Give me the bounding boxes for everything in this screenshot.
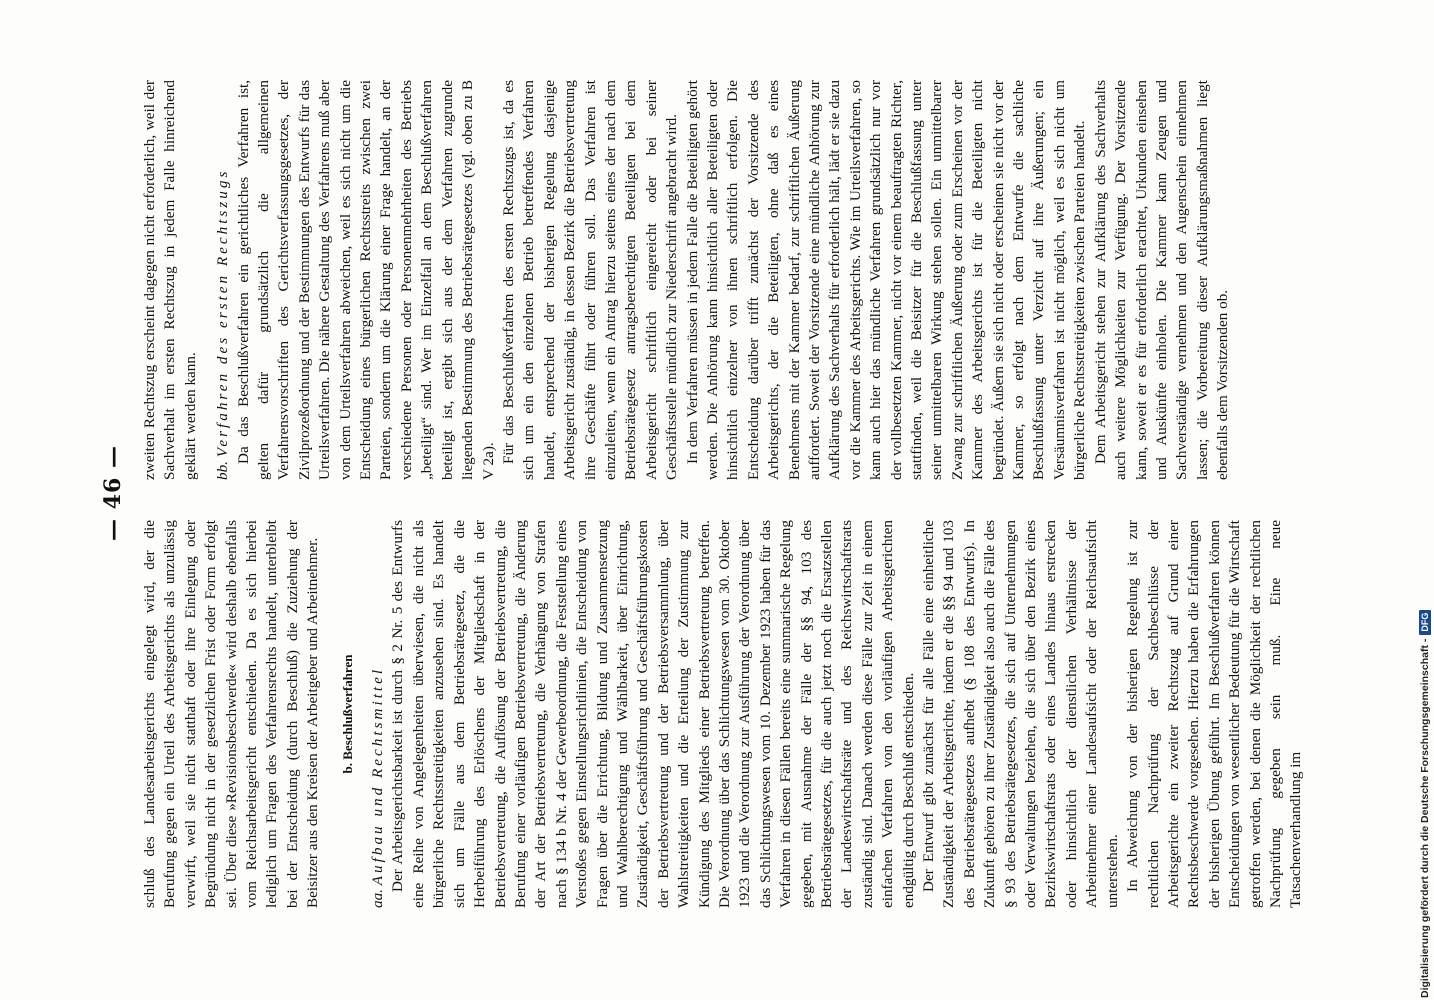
section-heading-bb [213, 80, 233, 480]
section-bb-title: Verfahren des ersten Rechtszugs [214, 168, 232, 458]
section-aa-prefix: aa. [369, 889, 387, 908]
digitization-credit [1418, 38, 1432, 998]
left-text-column [140, 520, 1307, 908]
left-paragraph-2: Der Arbeitsgerichtsbarkeit ist durch § 2 Nr. 5 des Entwurfs eine Reihe von Angelegenheiten überwiesen, die nicht als bürgerliche Rechtsstreitigkeiten anzusehen sind. Es handelt sich um Fälle aus dem Betriebsrätegesetz, die die Herbeiführung des Erlöschens der Mitgliedschaft in der Betriebsvertretung, die Auflösung der Betriebsvertretung, die Berufung einer vorläufigen Betriebsvertretung, die Änderung der Art der Betriebsvertretung, die Verhängung von Strafen nach § 134 b Nr. 4 der Gewerbeordnung, die Feststellung eines Verstoßes gegen Einstellungsrichtlinien, die Entscheidung von Fragen über die Errichtung, Bildung und Zusammensetzung und Wahlberechtigung und Wählbarkeit, über Einrichtung, Zuständigkeit, Geschäftsführung und Geschäftsführungskosten der Betriebsvertretung und der Betriebsversammlung, über Wahlstreitigkeiten und die Erteilung der Zustimmung zur Kündigung des Mitglieds einer Betriebsvertretung betreffen. Die Verordnung über das Schlichtungswesen vom 30. Oktober 1923 und die Verordnung zur Ausführung der Verordnung über das Schlichtungswesen vom 10. Dezember 1923 haben für das Verfahren in diesen Fällen bereits eine summarische Regelung gegeben, mit Ausnahme der Fälle der §§ 94, 103 des Betriebsrätegesetzes, für die auch jetzt noch die Ersatzstellen der Landeswirtschaftsräte und des Reichswirtschaftsrats zuständig sind. Danach werden diese Fälle zur Zeit in einem einfachen Verfahren von den vorläufigen Arbeitsgerichten endgültig durch Beschluß entschieden. [389, 520, 917, 908]
right-paragraph-4: In dem Verfahren müssen in jedem Falle die Beteiligten gehört werden. Die Anhörung kann hinsichtlich aller Beteiligten oder hinsichtlich einzelner von ihnen schriftlich erfolgen. Die Entscheidung darüber trifft zunächst der Vorsitzende des Arbeitsgerichts, der die Beteiligten, ohne daß es eines Benehmens mit der Kammer bedarf, zur schriftlichen Äußerung auffordert. Soweit der Vorsitzende eine mündliche Anhörung zur Aufklärung des Sachverhalts für erforderlich hält, lädt er sie dazu vor die Kammer des Arbeitsgerichts. Wie im Urteilsverfahren, so kann auch hier das mündliche Verfahren grundsätzlich nur vor der vollbesetzten Kammer, nicht vor einem beauftragten Richter, stattfinden, weil die Beisitzer für die Beschlußfassung unter seiner unmittelbaren Wirkung stehen sollen. Ein unmittelbarer Zwang zur schriftlichen Äußerung oder zum Erscheinen vor der Kammer des Arbeitsgerichts ist für die Beteiligten nicht begründet. Äußern sie sich nicht oder erscheinen sie nicht vor der Kammer, so erfolgt nach dem Entwurfe die sachliche Beschlußfassung unter Verzicht auf ihre Äußerungen; ein Versäumnisverfahren ist nicht möglich, weil es sich nicht um bürgerliche Rechtsstreitigkeiten zwischen Parteien handelt. [683, 80, 1089, 480]
spacer [201, 80, 213, 480]
section-aa-title: Aufbau und Rechtsmittel [369, 666, 387, 886]
right-paragraph-5: Dem Arbeitsgericht stehen zur Aufklärung des Sachverhalts auch weitere Möglichkeiten zur Verfügung. Der Vorsitzende kann, soweit er es für erforderlich erachtet, Urkunden einsehen und Auskünfte einholen. Die Kammer kann Zeugen und Sachverständige vernehmen und den Augenschein einnehmen lassen; die Vorbereitung dieser Aufklärungsmaßnahmen liegt ebenfalls dem Vorsitzenden ob. [1091, 80, 1232, 480]
right-paragraph-1: zweiten Rechtszug erscheint dagegen nicht erforderlich, weil der Sachverhalt im ersten Rechtszug in jedem Falle hinreichend geklärt werden kann. [141, 80, 199, 480]
dfg-logo: DFG [1419, 610, 1431, 635]
rotated-document-page [96, 78, 1326, 908]
section-heading-b: b. Beschlußverfahren [339, 654, 355, 774]
right-text-column [140, 80, 1234, 480]
right-paragraph-2: Da das Beschlußverfahren ein gerichtliches Verfahren ist, gelten dafür grundsätzlich die allgemeinen Verfahrensvorschriften des Gerichtsverfassungsgesetzes, der Zivilprozeßordnung und der Bestimmungen des Entwurfs für das Urteilsverfahren. Die nähere Gestaltung des Verfahrens muß aber von dem Urteilsverfahren abweichen, weil es sich nicht um die Entscheidung eines bürgerlichen Rechtsstreits zwischen zwei Parteien, sondern um die Klärung einer Frage handelt, an der verschiedene Personen oder Personenmehrheiten des Betriebs „beteiligt“ sind. Wer im Einzelfall an dem Beschlußverfahren beteiligt ist, ergibt sich aus der dem Verfahren zugrunde liegenden Bestimmung des Betriebsrätegesetzes (vgl. oben zu B V 2a). [234, 80, 497, 480]
left-paragraph-1: schluß des Landesarbeitsgerichts eingelegt wird, der die Berufung gegen ein Urteil des Arbeitsgerichts als unzulässig verwirft, weil sie nicht statthaft oder ihre Einlegung oder Begründung nicht in der gesetzlichen Frist oder Form erfolgt sei. Über diese »Revisionsbeschwerde« wird deshalb ebenfalls vom Reichsarbeitsgericht entschieden. Da es sich hierbei lediglich um Fragen des Verfahrensrechts handelt, unterbleibt bei der Entscheidung (durch Beschluß) die Zuziehung der Beisitzer aus den Kreisen der Arbeitgeber und Arbeitnehmer. [141, 520, 322, 908]
left-paragraph-4: In Abweichung von der bisherigen Regelung ist zur rechtlichen Nachprüfung der Sachbeschlüsse der Arbeitsgerichte ein zweiter Rechtszug auf Grund einer Rechtsbeschwerde vorgesehen. Hierzu haben die Erfahrungen der bisherigen Übung geführt. Im Beschlußverfahren können Entscheidungen von wesentlicher Bedeutung für die Wirtschaft getroffen werden, bei denen die Möglichkeit der rechtlichen Nachprüfung gegeben sein muß. Eine neue Tatsachenverhandlung im [1124, 520, 1305, 908]
digitization-credit-text: Digitalisierung gefördert durch die Deutsche Forschungsgemeinschaft - [1419, 638, 1431, 998]
section-heading-aa [368, 520, 388, 908]
page-number-header: — 46 — [100, 445, 126, 541]
right-paragraph-3: Für das Beschlußverfahren des ersten Rechtszugs ist, da es sich um ein den einzelnen Betrieb betreffendes Verfahren handelt, entsprechend der bisherigen Regelung dasjenige Arbeitsgericht zuständig, in dessen Bezirk die Betriebsvertretung ihre Geschäfte führt oder führen soll. Das Verfahren ist einzuleiten, wenn ein Antrag hierzu seitens eines der nach dem Betriebsrätegesetz antragsberechtigten Beteiligten bei dem Arbeitsgericht schriftlich eingereicht oder bei seiner Geschäftsstelle mündlich zur Niederschrift angebracht wird. [499, 80, 681, 480]
section-bb-prefix: bb. [214, 461, 232, 480]
left-paragraph-3: Der Entwurf gibt zunächst für alle Fälle eine einheitliche Zuständigkeit der Arbeitsgerichte, indem er die §§ 94 und 103 des Betriebsrätegesetzes aufhebt (§ 108 des Entwurfs). In Zukunft gehören zu ihrer Zuständigkeit also auch die Fälle des § 93 des Betriebsrätegesetzes, die sich auf Unternehmungen oder Verwaltungen beziehen, die sich über den Bezirk eines Bezirkswirtschaftsrats oder eines Landes hinaus erstrecken oder hinsichtlich der dienstlichen Verhältnisse der Arbeitnehmer einer Landesaufsicht oder der Reichsaufsicht unterstehen. [920, 520, 1121, 908]
